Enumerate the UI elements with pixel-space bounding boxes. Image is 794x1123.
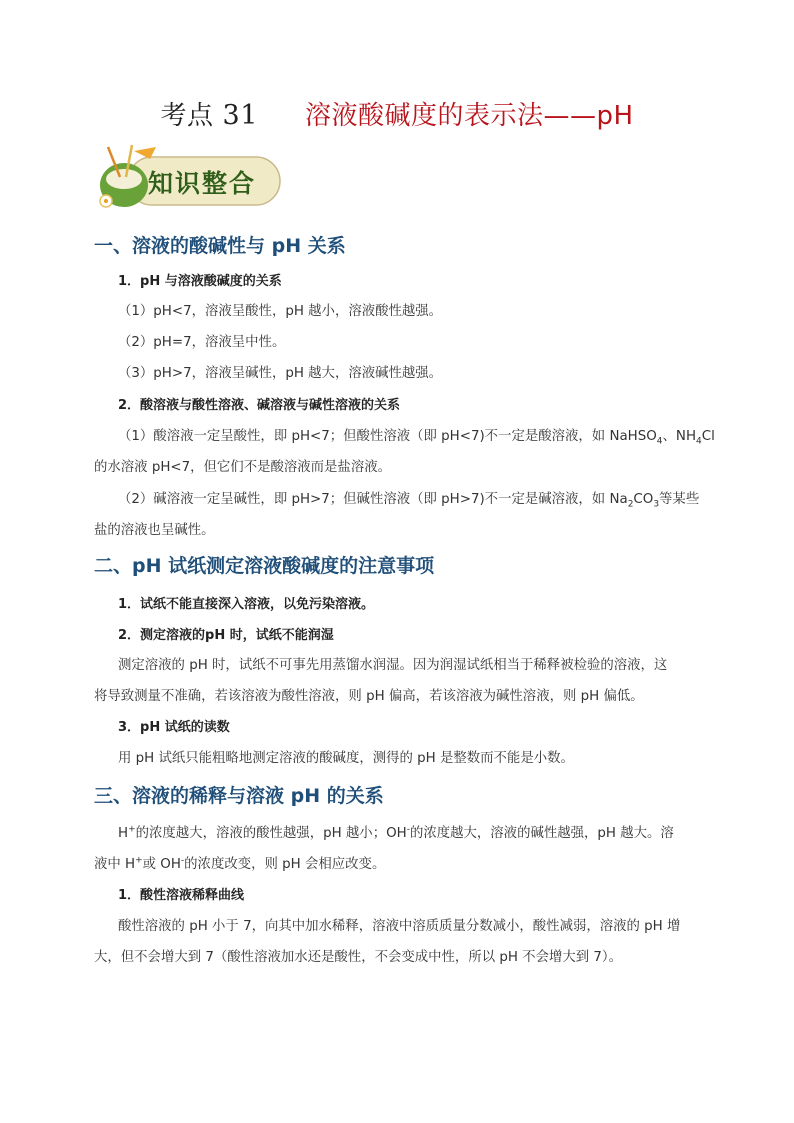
title-number: 31 <box>222 100 258 131</box>
paragraph-1-4 <box>118 425 715 447</box>
text-run: 、NH <box>662 429 697 444</box>
superscript: - <box>180 855 185 866</box>
subheading-2-1: 1．试纸不能直接深入溶液，以免污染溶液。 <box>118 597 375 612</box>
page-title <box>0 98 794 134</box>
subscript: 4 <box>696 436 702 447</box>
text-run: 的浓度改变，则 pH 会相应改变。 <box>184 857 386 872</box>
superscript: + <box>128 824 136 835</box>
text-run: CO <box>633 492 654 507</box>
badge-label: 知识整合 <box>148 169 257 198</box>
subheading-1-2: 2．酸溶液与酸性溶液、碱溶液与碱性溶液的关系 <box>118 398 401 413</box>
paragraph-2-3: 用 pH 试纸只能粗略地测定溶液的酸碱度，测得的 pH 是整数而不能是小数。 <box>118 751 574 766</box>
paragraph-1-2: （2）pH=7，溶液呈中性。 <box>118 335 286 350</box>
subscript: 3 <box>653 499 660 510</box>
superscript: - <box>406 824 410 835</box>
superscript: + <box>135 855 143 866</box>
text-run: 液中 H <box>94 857 136 872</box>
paragraph-1-7: 盐的溶液也呈碱性。 <box>94 523 215 538</box>
paragraph-2-1: 测定溶液的 pH 时，试纸不可事先用蒸馏水润湿。因为润湿试纸相当于稀释被检验的溶液，这 <box>118 658 668 673</box>
text-run: 的浓度越大，溶液的酸性越强，pH 越小；OH <box>135 826 407 841</box>
paragraph-1-3: （3）pH>7，溶液呈碱性，pH 越大，溶液碱性越强。 <box>118 366 443 381</box>
paragraph-3-2 <box>94 853 385 872</box>
subscript: 4 <box>656 436 663 447</box>
subheading-1-1: 1．pH 与溶液酸碱度的关系 <box>118 274 282 289</box>
title-text: 溶液酸碱度的表示法——pH <box>305 101 634 131</box>
text-run: Cl <box>701 429 715 444</box>
section-heading-1: 一、溶液的酸碱性与 pH 关系 <box>94 235 346 257</box>
subheading-3-1: 1．酸性溶液稀释曲线 <box>118 888 245 903</box>
paragraph-1-1: （1）pH<7，溶液呈酸性，pH 越小，溶液酸性越强。 <box>118 304 443 319</box>
text-run: （1）酸溶液一定呈酸性，即 pH<7；但酸性溶液（即 pH<7)不一定是酸溶液，如 NaHSO <box>118 429 657 444</box>
section-heading-2: 二、pH 试纸测定溶液酸碱度的注意事项 <box>94 555 435 577</box>
paragraph-3-3: 酸性溶液的 pH 小于 7，向其中加水稀释，溶液中溶质质量分数减小，酸性减弱，溶液的 pH 增 <box>118 919 681 934</box>
subheading-2-3: 3．pH 试纸的读数 <box>118 720 230 735</box>
text-run: 或 OH <box>142 857 181 872</box>
title-label: 考点 <box>160 101 214 131</box>
paragraph-3-1 <box>118 822 674 841</box>
paragraph-2-2: 将导致测量不准确，若该溶液为酸性溶液，则 pH 偏高，若该溶液为碱性溶液，则 pH 偏低。 <box>94 689 644 704</box>
text-run: 的浓度越大，溶液的碱性越强，pH 越大。溶 <box>409 826 674 841</box>
paragraph-3-4: 大，但不会增大到 7（酸性溶液加水还是酸性，不会变成中性，所以 pH 不会增大到 7）。 <box>94 950 622 965</box>
subheading-2-2: 2．测定溶液的pH 时，试纸不能润湿 <box>118 628 334 643</box>
text-run: 等某些 <box>659 492 700 507</box>
subscript: 2 <box>627 499 634 510</box>
text-run: H <box>118 826 129 841</box>
text-run: （2）碱溶液一定呈碱性，即 pH>7；但碱性溶液（即 pH>7)不一定是碱溶液，如 Na <box>118 492 628 507</box>
section-heading-3: 三、溶液的稀释与溶液 pH 的关系 <box>94 785 384 807</box>
paragraph-1-5: 的水溶液 pH<7，但它们不是酸溶液而是盐溶液。 <box>94 460 391 475</box>
paragraph-1-6 <box>118 488 700 510</box>
